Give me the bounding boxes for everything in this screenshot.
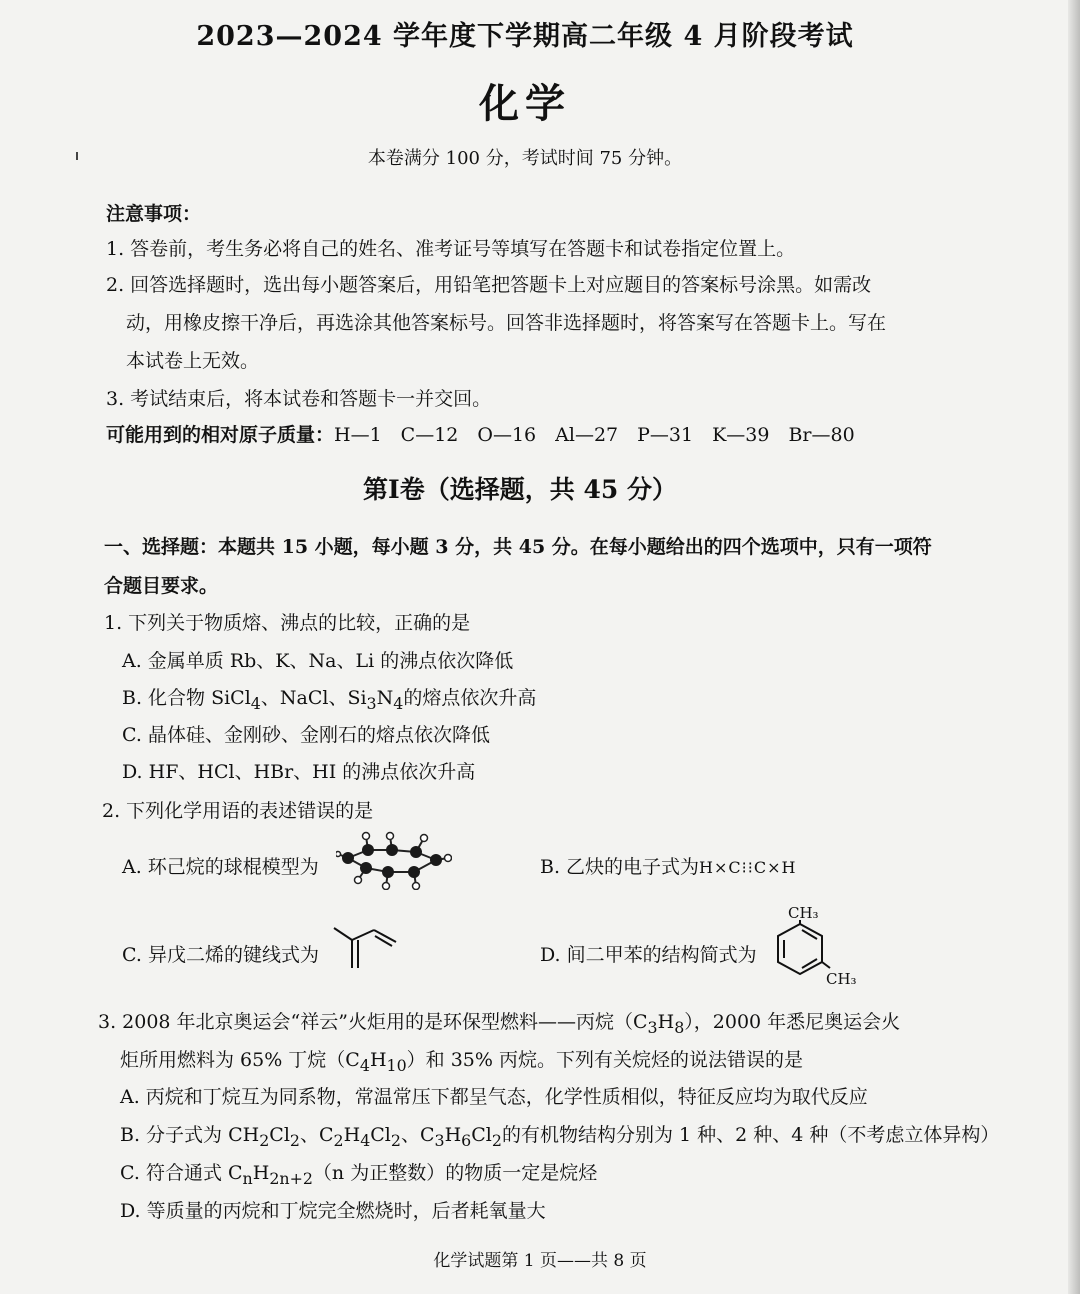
page-edge-shadow bbox=[1068, 0, 1080, 1294]
q2-stem: 2. 下列化学用语的表述错误的是 bbox=[102, 800, 374, 822]
notice-item-2: 2. 回答选择题时，选出每小题答案后，用铅笔把答题卡上对应题目的答案标号涂黑。如需改 bbox=[106, 274, 872, 296]
q3-stem-cont: 炬所用燃料为 65% 丁烷$(C_4H_{10})$和 35% 丙烷。下列有关烷烃的说法错误的是 bbox=[120, 1049, 803, 1075]
isoprene-skeletal-formula bbox=[330, 922, 402, 972]
q2-option-d: D. 间二甲苯的结构简式为 bbox=[540, 944, 757, 966]
exam-title: 2023—2024 学年度下学期高二年级 4 月阶段考试 bbox=[196, 21, 854, 52]
ch3-top-label: CH₃ bbox=[788, 904, 819, 922]
q3-option-b: B. 分子式为 $CH_2Cl_2$、$C_2H_4Cl_2$、$C_3H_6Cl_2$的有机物结构分别为 1 种、2 种、4 种（不考虑立体异构） bbox=[120, 1124, 1000, 1150]
atomic-mass-values: H—1 C—12 O—16 Al—27 P—31 K—39 Br—80 bbox=[334, 424, 855, 446]
notice-item-2-end: 本试卷上无效。 bbox=[126, 350, 260, 372]
section-title: 第Ⅰ卷（选择题，共 45 分） bbox=[363, 475, 677, 504]
q1-option-a: A. 金属单质 Rb、K、Na、Li 的沸点依次降低 bbox=[122, 650, 514, 672]
notice-item-3: 3. 考试结束后，将本试卷和答题卡一并交回。 bbox=[106, 388, 492, 410]
q2-option-a: A. 环己烷的球棍模型为 bbox=[122, 856, 319, 878]
atomic-mass-label: 可能用到的相对原子质量： bbox=[106, 424, 335, 446]
ch3-bottom-label: CH₃ bbox=[826, 970, 857, 988]
section-instruction-cont: 合题目要求。 bbox=[104, 575, 219, 597]
acetylene-electron-formula: H×C⁝⁝C×H bbox=[699, 858, 797, 877]
subject-title: 化学 bbox=[479, 80, 571, 127]
q2-option-b: B. 乙炔的电子式为H×C⁝⁝C×H bbox=[540, 856, 797, 878]
q2-option-c: C. 异戊二烯的键线式为 bbox=[122, 944, 319, 966]
notice-item-2-cont: 动，用橡皮擦干净后，再选涂其他答案标号。回答非选择题时，将答案写在答题卡上。写在 bbox=[126, 312, 887, 334]
exam-info: 本卷满分 100 分，考试时间 75 分钟。 bbox=[367, 148, 683, 169]
q1-stem: 1. 下列关于物质熔、沸点的比较，正确的是 bbox=[104, 612, 471, 634]
page-footer: 化学试题第 1 页——共 8 页 bbox=[433, 1251, 647, 1271]
cyclohexane-ball-stick-model bbox=[336, 830, 452, 890]
q3-stem: 3. 2008 年北京奥运会“祥云”火炬用的是环保型燃料——丙烷$(C_3H_8)$，2000 年悉尼奥运会火 bbox=[98, 1011, 901, 1037]
q1-option-b: B. 化合物 SiCl$_4$、NaCl、$Si_3N_4$的熔点依次升高 bbox=[122, 687, 537, 713]
q1-option-c: C. 晶体硅、金刚砂、金刚石的熔点依次降低 bbox=[122, 724, 490, 746]
q3-option-a: A. 丙烷和丁烷互为同系物，常温常压下都呈气态，化学性质相似，特征反应均为取代反应 bbox=[120, 1086, 868, 1108]
notice-heading: 注意事项： bbox=[106, 203, 202, 225]
meta-xylene-structure bbox=[772, 920, 832, 984]
atomic-mass-line bbox=[106, 420, 855, 447]
notice-item-1: 1. 答卷前，考生务必将自己的姓名、准考证号等填写在答题卡和试卷指定位置上。 bbox=[106, 238, 796, 260]
q1-option-d: D. HF、HCl、HBr、HI 的沸点依次升高 bbox=[122, 761, 476, 783]
q3-option-c: C. 符合通式 $C_nH_{2n+2}(n$ 为正整数）的物质一定是烷烃 bbox=[120, 1162, 598, 1188]
section-instruction: 一、选择题：本题共 15 小题，每小题 3 分，共 45 分。在每小题给出的四个选项中，只有一项符 bbox=[104, 536, 932, 558]
q3-option-d: D. 等质量的丙烷和丁烷完全燃烧时，后者耗氧量大 bbox=[120, 1200, 546, 1222]
